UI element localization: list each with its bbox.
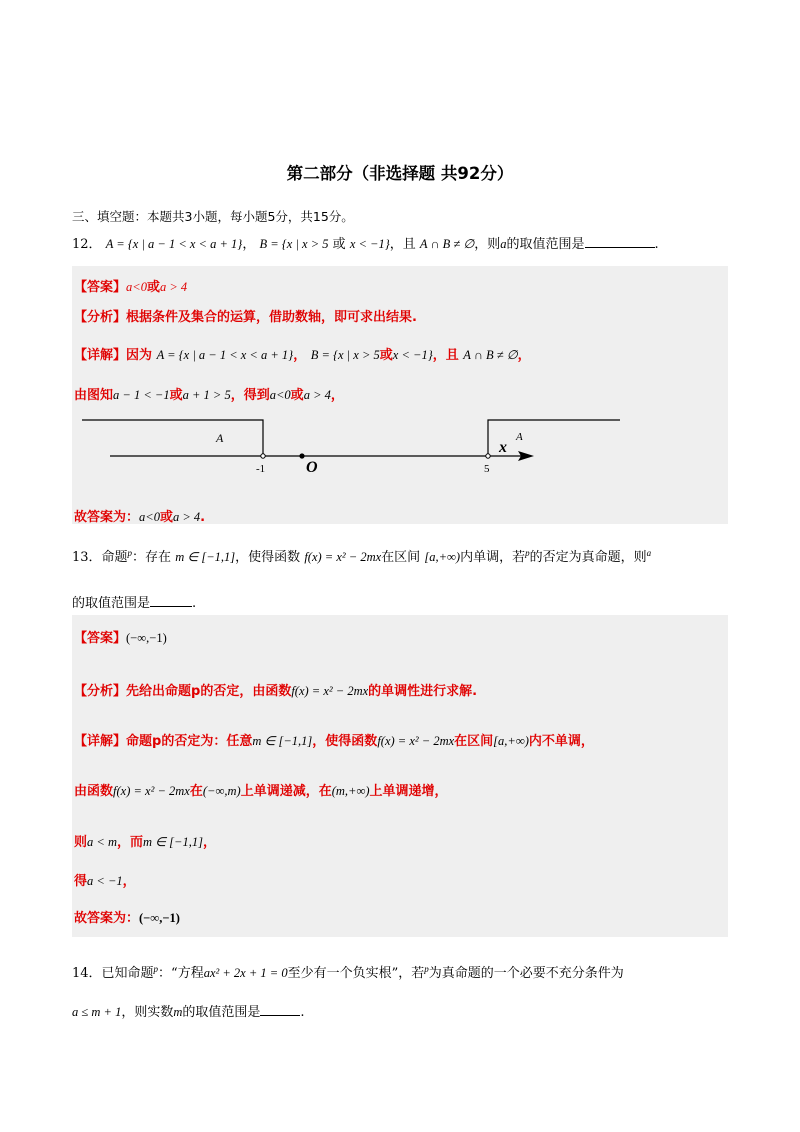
q13-line2: 的取值范围是 [72,596,151,611]
q12-detail-cond: x < −1} [392,348,433,362]
q12-from-figure [74,384,344,403]
q13-detail-in: 在区间 [454,734,494,749]
q13-a: a [646,548,652,558]
q12-answer [74,276,187,295]
q12-intersection: A ∩ B ≠ ∅ [419,237,475,251]
q12-final-end: . [200,510,206,525]
q14-equation: ax² + 2x + 1 = 0 [203,966,288,980]
q13-answer [74,627,167,646]
q13-period: . [192,596,197,611]
q13-detail-label: 【详解】 [74,734,127,749]
q12-res-end: ， [330,388,344,403]
q13-answer-label: 【答案】 [74,631,127,646]
q13-make: ，使得函数 [235,550,301,565]
q12-detail [74,344,531,363]
q13-l2-inc: 上单调递增， [369,784,448,799]
q12-period: . [654,237,659,252]
page-title: 第二部分（非选择题 共92分） [286,164,514,183]
q13-func: f(x) = x² − 2mx [304,550,382,564]
q12-final-2: a > 4 [172,510,201,524]
q12-answer-label: 【答案】 [74,280,127,295]
q13-l4-end: ， [122,874,136,889]
q12-detail-sep: ， [293,348,307,363]
q13-l2-int1: (−∞,m) [202,784,241,798]
q12-number: 12． [72,237,102,252]
open-point-neg1 [261,454,265,458]
q12-cond: x < −1} [349,237,390,251]
q12-set-a: A = {x | a − 1 < x < a + 1} [105,237,243,251]
q14-blank[interactable] [260,1003,300,1016]
q12-res2: a > 4 [303,388,331,402]
q13-mono: 内单调，若 [460,550,526,565]
q12-analysis-text: 根据条件及集合的运算，借助数轴，即可求出结果. [126,310,417,325]
q13-number: 13．命题 [72,550,128,565]
q12-var: a [500,237,507,251]
q13-exists: ：存在 [132,550,172,565]
q13-l4-res: a < −1 [87,874,123,888]
q12-res1: a<0 [269,388,291,402]
q12-res-or: 或 [290,388,304,403]
q12-answer-or: 或 [146,280,160,295]
q13-p: p [127,548,133,558]
q12-detail-set-a: A = {x | a − 1 < x < a + 1} [156,348,294,362]
q12-comma: ， [242,237,256,252]
question-12 [72,233,659,252]
q13-l2-dec: 上单调递减，在 [240,784,332,799]
q13-line4-detail [74,870,136,889]
tick-neg1: -1 [256,463,266,475]
q12-set-b: B = {x | x > 5 [259,237,329,251]
q13-detail-m: m ∈ [−1,1] [252,734,313,748]
q12-answer-1: a<0 [126,280,147,294]
q12-blank[interactable] [585,235,655,248]
q12-ineq-or: 或 [169,388,183,403]
q13-interval-text: 在区间 [381,550,421,565]
q13-l2-on: 在 [189,784,203,799]
q13-analysis-pre: 先给出命题p的否定，由函数 [126,684,292,699]
q14-period: . [300,1005,305,1020]
number-line-figure [72,412,632,478]
q13-detail-func: f(x) = x² − 2mx [377,734,455,748]
tick-5: 5 [484,463,490,475]
q13-detail-interval: [a,+∞) [493,734,529,748]
question-14 [72,962,624,981]
q13-p2: p [525,548,530,558]
q13-final-answer [74,907,180,926]
q13-l3-m: m ∈ [−1,1] [143,835,203,849]
q13-interval: [a,+∞) [424,550,461,564]
q12-final-label: 故答案为： [74,510,140,525]
q12-detail-set-b: B = {x | x > 5 [310,348,380,362]
q14-p: p [153,964,159,974]
q12-ineq1: a − 1 < −1 [113,388,170,402]
set-a-right-bracket [488,420,620,456]
origin-point [299,453,304,458]
q13-analysis-post: 的单调性进行求解. [368,684,478,699]
label-a-right: A [516,431,523,443]
q14-colon: ：“方程 [158,966,204,981]
q13-analysis-func: f(x) = x² − 2mx [291,684,369,698]
question-13 [72,546,651,565]
q13-l3-and: ，而 [116,835,143,850]
q13-line3-detail [74,831,216,850]
question-14-line2 [72,1001,305,1020]
q14-ineq: a ≤ m + 1 [72,1005,122,1019]
question-13-line2 [72,592,196,611]
label-a-left: A [216,431,224,445]
q12-final-or: 或 [159,510,173,525]
q13-final-label: 故答案为： [74,911,140,926]
q13-detail-pre: 命题p的否定为：任意 [126,734,253,749]
q13-l2-pre: 由函数 [74,784,114,799]
q13-l3-ineq: a < m [87,835,117,849]
q12-ineq2: a + 1 > 5 [182,388,231,402]
q12-answer-2: a > 4 [159,280,188,294]
q13-m-in: m ∈ [−1,1] [175,550,236,564]
q12-detail-cap: A ∩ B ≠ ∅ [463,348,518,362]
q13-l3-then: 则 [74,835,88,850]
q13-neg-true: 的否定为真命题，则 [529,550,647,565]
q12-ask2: 的取值范围是 [506,237,585,252]
q12-final-answer [74,506,205,525]
q14-p2: p [424,964,429,974]
origin-label: O [306,459,318,476]
q14-ask2: 的取值范围是 [182,1005,261,1020]
q13-l4-get: 得 [74,874,88,889]
q12-detail-end: ， [517,348,531,363]
q12-detail-and: ，且 [432,348,459,363]
section-heading: 三、填空题：本题共3小题，每小题5分，共15分。 [72,209,354,224]
q12-or: 或 [332,237,346,252]
q14-number: 14．已知命题 [72,966,154,981]
q12-detail-label: 【详解】 [74,348,127,363]
q13-answer-value: (−∞,−1) [126,631,167,645]
q12-get: ，得到 [230,388,270,403]
q12-detail-because: 因为 [126,348,153,363]
set-a-left-bracket [82,420,263,456]
q14-m: m [173,1005,183,1019]
q14-ask: ，则实数 [121,1005,174,1020]
q13-analysis-label: 【分析】 [74,684,127,699]
q12-final-1: a<0 [139,510,160,524]
q13-l2-func: f(x) = x² − 2mx [113,784,190,798]
q14-root: 至少有一个负实根”，若 [287,966,425,981]
q12-ask: ，则 [474,237,501,252]
open-point-5 [486,454,490,458]
q13-line2-detail [74,780,448,799]
q13-solution-box [72,615,728,937]
q13-final-value: (−∞,−1) [139,911,180,925]
q13-blank[interactable] [150,594,192,607]
label-x: x [499,439,507,456]
q13-l2-int2: (m,+∞) [331,784,370,798]
q12-detail-or: 或 [379,348,393,363]
q12-then: ，且 [389,237,416,252]
q13-analysis [74,680,477,699]
q12-analysis [74,306,417,325]
q13-detail [74,730,594,749]
q14-cond: 为真命题的一个必要不充分条件为 [428,966,624,981]
q13-l3-end: ， [202,835,216,850]
q12-analysis-label: 【分析】 [74,310,127,325]
q13-detail-mid: ，使得函数 [312,734,378,749]
q12-from-fig-text: 由图知 [74,388,114,403]
q13-detail-end: 内不单调， [528,734,594,749]
